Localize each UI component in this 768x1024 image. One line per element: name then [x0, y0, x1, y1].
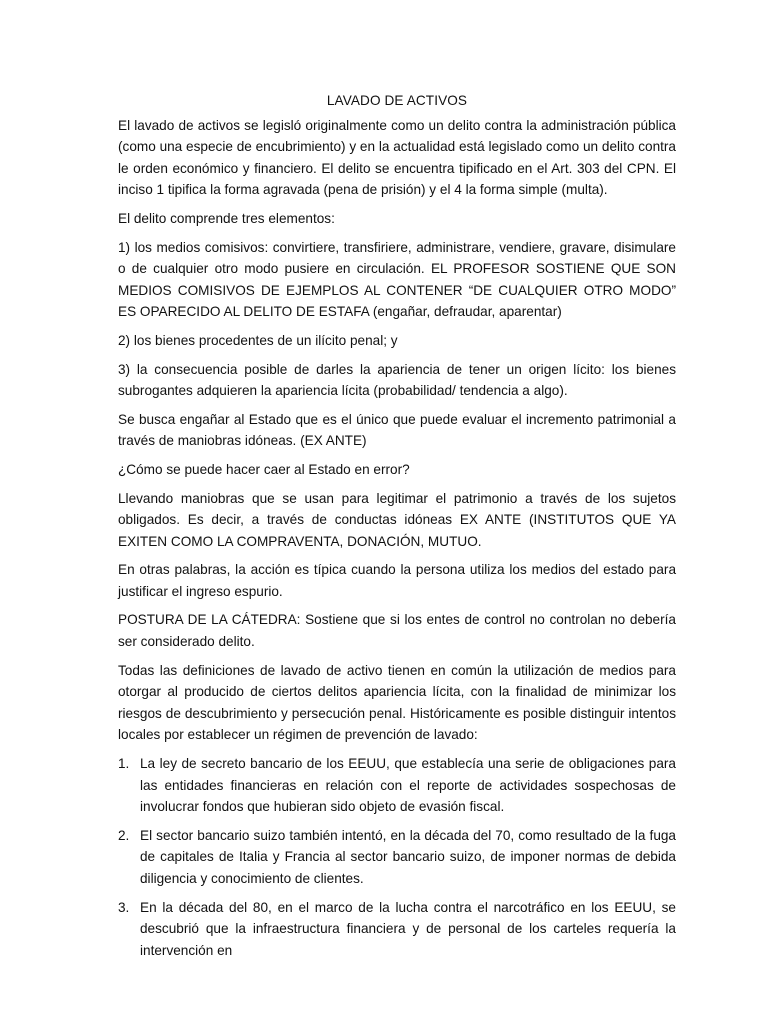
paragraph-deceive-state: Se busca engañar al Estado que es el único que puede evaluar el incremento patrimonial a través de maniobras idóneas. (EX ANTE) [118, 411, 676, 449]
list-item-number: 3. [118, 899, 130, 915]
list-item [118, 825, 676, 890]
list-item [118, 897, 676, 962]
list-item-text: En la década del 80, en el marco de la lucha contra el narcotráfico en los EEUU, se descubrió que la infraestructura financiera y de personal de los carteles requería la intervención en [140, 899, 676, 958]
document-title: LAVADO DE ACTIVOS [326, 93, 468, 108]
paragraph-catedra-stance: POSTURA DE LA CÁTEDRA: Sostiene que si los entes de control no controlan no debería ser considerado delito. [118, 612, 676, 650]
paragraph-definitions: Todas las definiciones de lavado de activo tienen en común la utilización de medios para otorgar al producido de ciertos delitos apariencia lícita, con la finalidad de minimizar los riesgos de descubrimiento y persecución penal. Históricamente es posible distinguir intentos locales por establecer un régimen de prevención de lavado: [118, 662, 676, 743]
list-item-text: El sector bancario suizo también intentó, en la década del 70, como resultado de la fuga de capitales de Italia y Francia al sector bancario suizo, de imponer normas de debida diligencia y conocimiento de clientes. [140, 827, 676, 886]
list-item [118, 753, 676, 818]
list-item-text: La ley de secreto bancario de los EEUU, que establecía una serie de obligaciones para las entidades financieras en relación con el reporte de actividades sospechosas de involucrar fondos que hubieran sido objeto de evasión fiscal. [140, 756, 676, 815]
paragraph-element-3: 3) la consecuencia posible de darles la apariencia de tener un origen lícito: los bienes subrogantes adquieren la apariencia lícita (probabilidad/ tendencia a algo). [118, 361, 676, 399]
paragraph-element-1: 1) los medios comisivos: convirtiere, transfiriere, administrare, vendiere, gravare, disimulare o de cualquier otro modo pusiere en circulación. EL PROFESOR SOSTIENE QUE SON MEDIOS COMISIVOS DE EJEMPLOS AL CONTENER “DE CUALQUIER OTRO MODO” ES OPARECIDO AL DELITO DE ESTAFA (engañar, defraudar, aparentar) [118, 239, 676, 320]
paragraph-question: ¿Cómo se puede hacer caer al Estado en error? [118, 461, 410, 477]
paragraph-elements-intro: El delito comprende tres elementos: [118, 210, 335, 226]
paragraph-intro: El lavado de activos se legisló originalmente como un delito contra la administración pública (como una especie de encubrimiento) y en la actualidad está legislado como un delito contra le orden económico y financiero. El delito se encuentra tipificado en el Art. 303 del CPN. El inciso 1 tipifica la forma agravada (pena de prisión) y el 4 la forma simple (multa). [118, 117, 676, 198]
paragraph-maneuvers: Llevando maniobras que se usan para legitimar el patrimonio a través de los sujetos obligados. Es decir, a través de conductas idóneas EX ANTE (INSTITUTOS QUE YA EXITEN COMO LA COMPRAVENTA, DONACIÓN, MUTUO. [118, 490, 676, 549]
paragraph-in-other-words: En otras palabras, la acción es típica cuando la persona utiliza los medios del estado para justificar el ingreso espurio. [118, 562, 676, 599]
list-item-number: 2. [118, 827, 130, 843]
history-list [118, 753, 676, 961]
list-item-number: 1. [118, 756, 130, 772]
paragraph-element-2: 2) los bienes procedentes de un ilícito penal; y [118, 332, 398, 348]
document-body [118, 90, 676, 968]
